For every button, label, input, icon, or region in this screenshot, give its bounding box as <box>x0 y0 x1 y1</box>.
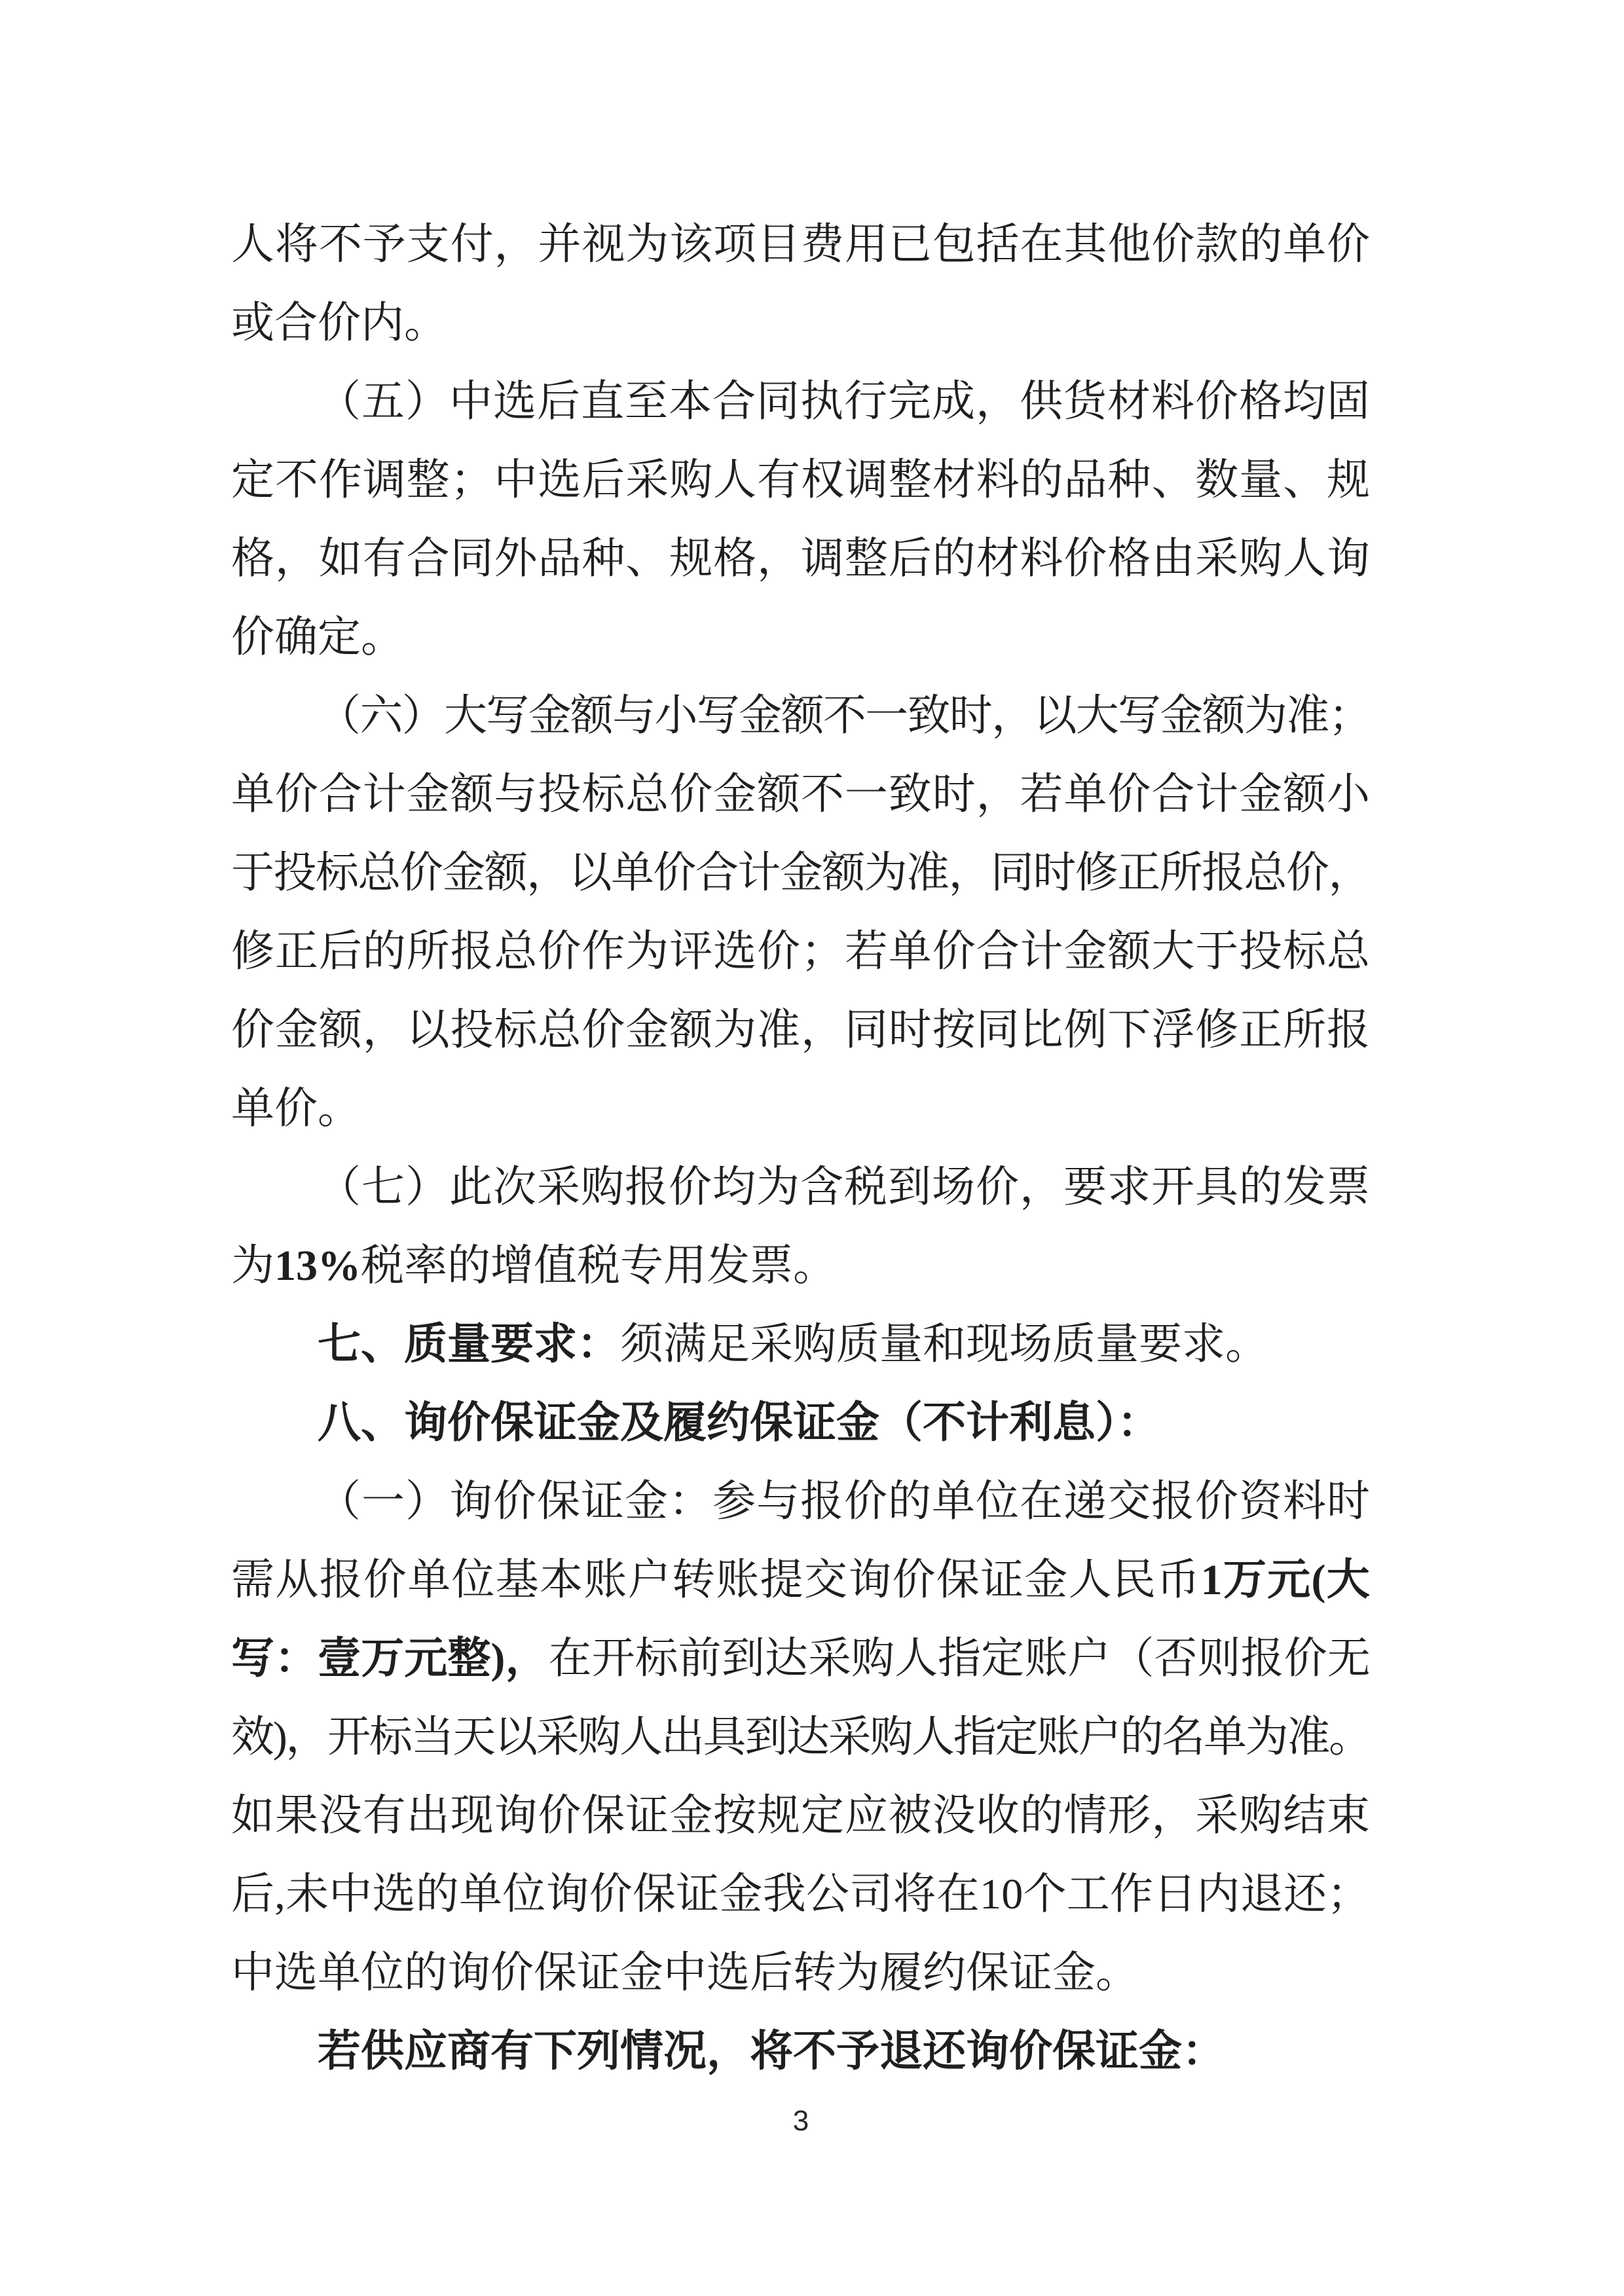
text-segment: 为 <box>231 1242 274 1290</box>
text-line <box>231 834 1371 913</box>
text-line <box>231 1148 1371 1227</box>
text-segment: 修正后的所报总价作为评选价；若单价合计金额大于投标总 <box>231 928 1371 975</box>
document-body <box>231 206 1371 2091</box>
text-segment: 写：壹万元整)， <box>231 1635 549 1683</box>
text-segment: 于投标总价金额，以单价合计金额为准，同时修正所报总价， <box>231 849 1371 897</box>
text-line <box>231 1934 1371 2013</box>
text-line <box>231 677 1371 756</box>
text-segment: 效)，开标当天以采购人出具到达采购人指定账户的名单为准。 <box>231 1713 1371 1761</box>
text-segment: 七、质量要求： <box>318 1321 620 1368</box>
text-line <box>231 756 1371 834</box>
text-line <box>231 1305 1371 1384</box>
text-segment: （六）大写金额与小写金额不一致时，以大写金额为准； <box>318 692 1371 740</box>
text-segment: 单价合计金额与投标总价金额不一致时，若单价合计金额小 <box>231 771 1371 818</box>
text-segment: （七）此次采购报价均为含税到场价，要求开具的发票 <box>318 1163 1371 1211</box>
text-segment: 税率的增值税专用发票。 <box>361 1242 836 1290</box>
text-segment: 须满足采购质量和现场质量要求。 <box>620 1321 1268 1368</box>
text-segment: 13% <box>274 1242 361 1290</box>
text-segment: 或合价内。 <box>231 299 447 347</box>
text-line <box>231 598 1371 677</box>
text-segment: 若供应商有下列情况，将不予退还询价保证金： <box>318 2028 1225 2075</box>
text-line <box>231 363 1371 441</box>
text-segment: 1万元(大 <box>1200 1556 1371 1604</box>
text-line <box>231 991 1371 1070</box>
text-line <box>231 206 1371 284</box>
text-line <box>231 1070 1371 1148</box>
text-line <box>231 441 1371 520</box>
text-segment: 需从报价单位基本账户转账提交询价保证金人民币 <box>231 1556 1201 1604</box>
text-segment: （五）中选后直至本合同执行完成，供货材料价格均固 <box>318 378 1371 426</box>
text-line <box>231 913 1371 991</box>
text-line <box>231 1698 1371 1777</box>
text-segment: （一）询价保证金：参与报价的单位在递交报价资料时 <box>318 1478 1371 1525</box>
text-segment: 格，如有合同外品种、规格，调整后的材料价格由采购人询 <box>231 535 1371 583</box>
text-line <box>231 1541 1371 1620</box>
text-line <box>231 2013 1371 2091</box>
text-segment: 后,未中选的单位询价保证金我公司将在10个工作日内退还； <box>231 1870 1371 1918</box>
text-line <box>231 520 1371 598</box>
text-line <box>231 284 1371 363</box>
text-segment: 八、询价保证金及履约保证金（不计利息）： <box>318 1399 1160 1447</box>
text-segment: 在开标前到达采购人指定账户（否则报价无 <box>548 1635 1371 1683</box>
text-segment: 价金额，以投标总价金额为准，同时按同比例下浮修正所报 <box>231 1006 1371 1054</box>
text-line <box>231 1463 1371 1541</box>
page-number: 3 <box>792 2105 809 2137</box>
text-segment: 定不作调整；中选后采购人有权调整材料的品种、数量、规 <box>231 456 1371 504</box>
text-segment: 人将不予支付，并视为该项目费用已包括在其他价款的单价 <box>231 221 1371 268</box>
text-line <box>231 1620 1371 1698</box>
text-segment: 如果没有出现询价保证金按规定应被没收的情形，采购结束 <box>231 1792 1371 1840</box>
text-segment: 价确定。 <box>231 613 404 661</box>
text-segment: 单价。 <box>231 1085 361 1133</box>
text-line <box>231 1227 1371 1305</box>
text-line <box>231 1855 1371 1934</box>
text-segment: 中选单位的询价保证金中选后转为履约保证金。 <box>231 1949 1139 1997</box>
text-line <box>231 1384 1371 1463</box>
text-line <box>231 1777 1371 1855</box>
